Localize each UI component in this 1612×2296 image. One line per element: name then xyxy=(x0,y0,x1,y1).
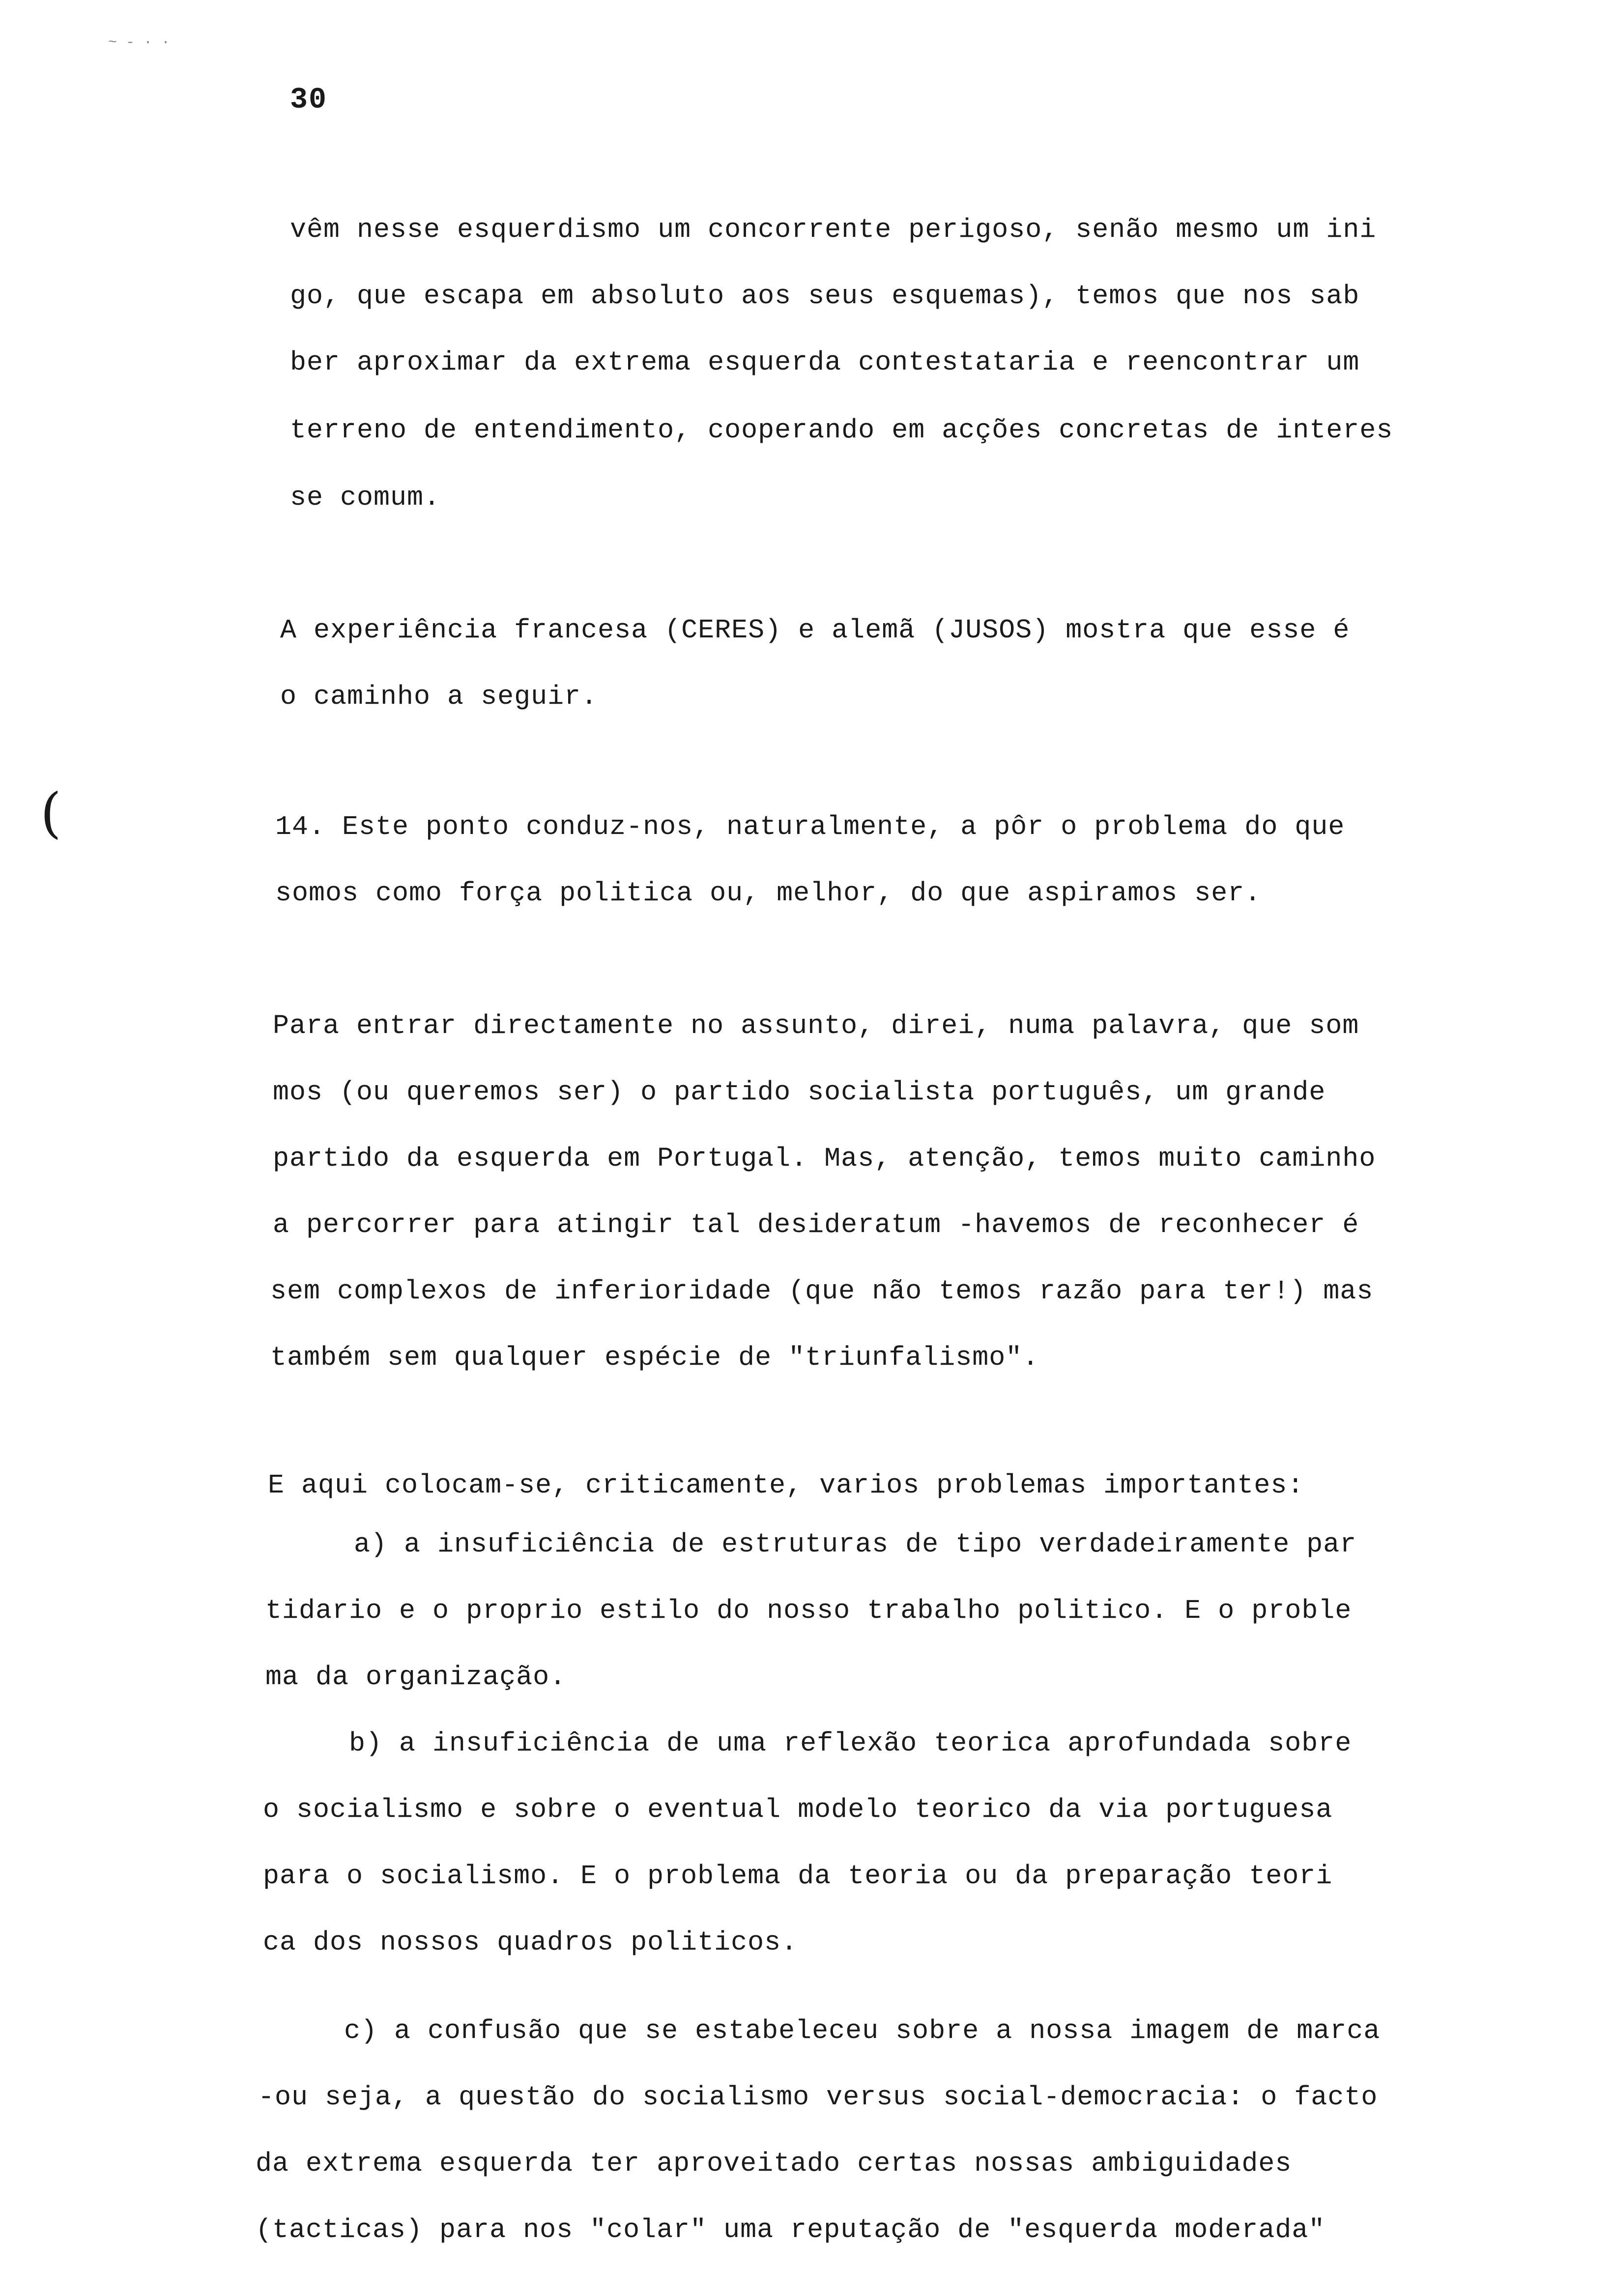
text-line: somos como força politica ou, melhor, do que aspiramos ser. xyxy=(275,878,1262,909)
stray-marks: ~ - · · xyxy=(108,34,171,51)
text-line: 14. Este ponto conduz-nos, naturalmente, a pôr o problema do que xyxy=(275,811,1345,842)
list-item-a: a) a insuficiência de estruturas de tipo verdadeiramente par xyxy=(354,1529,1357,1560)
text-line: mos (ou queremos ser) o partido socialista português, um grande xyxy=(273,1077,1326,1108)
text-line: terreno de entendimento, cooperando em acções concretas de interes xyxy=(290,415,1393,446)
text-line: o caminho a seguir. xyxy=(280,681,598,712)
text-line: vêm nesse esquerdismo um concorrente perigoso, senão mesmo um ini xyxy=(290,214,1377,245)
text-line: ca dos nossos quadros politicos. xyxy=(263,1927,798,1958)
text-line: ma da organização. xyxy=(265,1662,567,1693)
text-line: também sem qualquer espécie de "triunfalismo". xyxy=(270,1342,1039,1373)
page-number: 30 xyxy=(290,84,328,117)
text-line: a percorrer para atingir tal desideratum -havemos de reconhecer é xyxy=(273,1209,1359,1240)
text-line: sem complexos de inferioridade (que não temos razão para ter!) mas xyxy=(270,1276,1374,1307)
text-line: o socialismo e sobre o eventual modelo teorico da via portuguesa xyxy=(263,1794,1333,1825)
text-line: da extrema esquerda ter aproveitado certas nossas ambiguidades xyxy=(256,2148,1292,2179)
text-line: -ou seja, a questão do socialismo versus social-democracia: o facto xyxy=(258,2082,1378,2113)
list-item-b: b) a insuficiência de uma reflexão teorica aprofundada sobre xyxy=(349,1728,1352,1759)
text-line: go, que escapa em absoluto aos seus esquemas), temos que nos sab xyxy=(290,281,1360,312)
text-line: para o socialismo. E o problema da teoria ou da preparação teori xyxy=(263,1861,1333,1892)
text-line: se comum. xyxy=(290,482,441,513)
text-line: partido da esquerda em Portugal. Mas, atenção, temos muito caminho xyxy=(273,1143,1376,1174)
list-item-c: c) a confusão que se estabeleceu sobre a nossa imagem de marca xyxy=(344,2015,1381,2046)
text-line: (tacticas) para nos "colar" uma reputação de "esquerda moderada" xyxy=(256,2214,1325,2245)
text-line: A experiência francesa (CERES) e alemã (JUSOS) mostra que esse é xyxy=(280,615,1350,646)
text-line: tidario e o proprio estilo do nosso trabalho politico. E o proble xyxy=(265,1595,1352,1626)
text-line: ber aproximar da extrema esquerda contestataria e reencontrar um xyxy=(290,347,1360,378)
text-line: E aqui colocam-se, criticamente, varios problemas importantes: xyxy=(268,1470,1304,1501)
text-line: Para entrar directamente no assunto, direi, numa palavra, que som xyxy=(273,1010,1359,1041)
margin-mark: ( xyxy=(40,781,61,844)
